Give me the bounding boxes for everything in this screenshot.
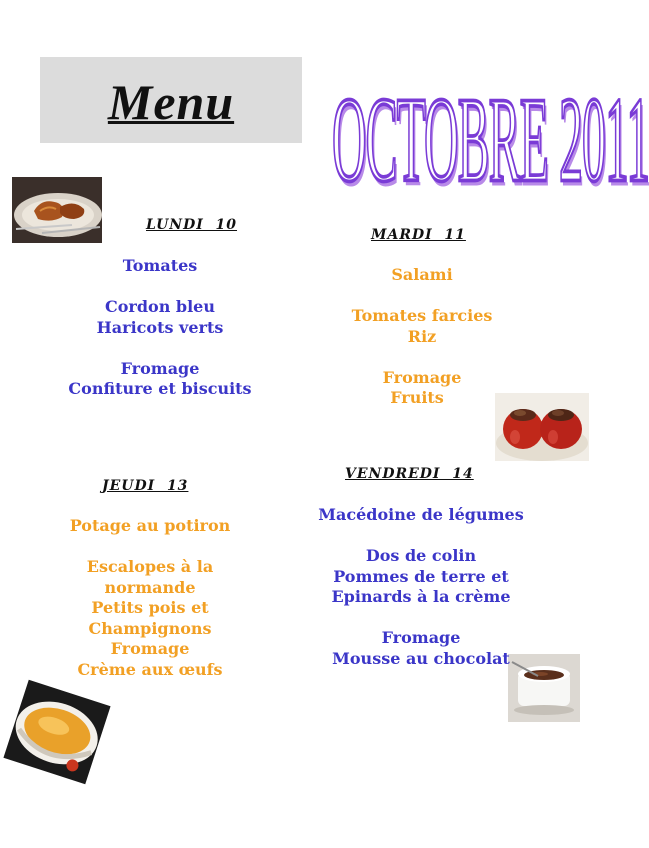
menu-item: Cordon bleu — [105, 297, 215, 316]
cordon-bleu-photo — [12, 177, 102, 243]
title-box — [40, 57, 302, 143]
menu-item: Fromage — [381, 628, 461, 647]
month-heading-wrap — [332, 74, 649, 209]
menu-item: Crème aux œufs — [77, 659, 223, 679]
menu-item: Escalopes à la — [86, 557, 214, 576]
menu-item: Confiture et biscuits — [68, 379, 252, 398]
day-heading-vendredi: VENDREDI 14 — [345, 466, 474, 482]
menu-item: Pommes de terre et — [333, 566, 509, 586]
menu-item: Riz — [407, 326, 437, 346]
menu-item: Dos de colin — [365, 546, 477, 565]
menu-item: normande — [104, 577, 196, 597]
day-heading-jeudi: JEUDI 13 — [102, 478, 189, 494]
menu-item: Petits pois et — [91, 598, 209, 617]
menu-item: Fromage — [110, 639, 190, 658]
page-title: Menu — [107, 74, 235, 130]
day-heading-mardi: MARDI 11 — [371, 227, 466, 243]
menu-item: Epinards à la crème — [331, 587, 511, 606]
menu-item: Potage au potiron — [69, 516, 231, 535]
menu-item: Fromage — [120, 358, 200, 378]
menu-vendredi — [306, 505, 536, 669]
menu-item: Fruits — [390, 388, 444, 407]
menu-item: Tomates farcies — [351, 306, 493, 325]
day-heading-lundi: LUNDI 10 — [146, 217, 238, 233]
menu-item: Mousse au chocolat — [332, 648, 510, 668]
menu-item: Fromage — [382, 367, 462, 387]
menu-item: Tomates — [122, 256, 198, 275]
menu-item: Salami — [391, 265, 453, 284]
menu-item: Champignons — [88, 618, 212, 638]
menu-lundi — [40, 256, 280, 400]
menu-mardi — [322, 265, 522, 409]
menu-item: Macédoine de légumes — [318, 505, 524, 524]
month-heading: OCTOBRE 2011 — [332, 74, 649, 209]
menu-item: Haricots verts — [96, 317, 224, 337]
pumpkin-soup-photo — [10, 685, 104, 780]
menu-jeudi — [40, 516, 260, 680]
